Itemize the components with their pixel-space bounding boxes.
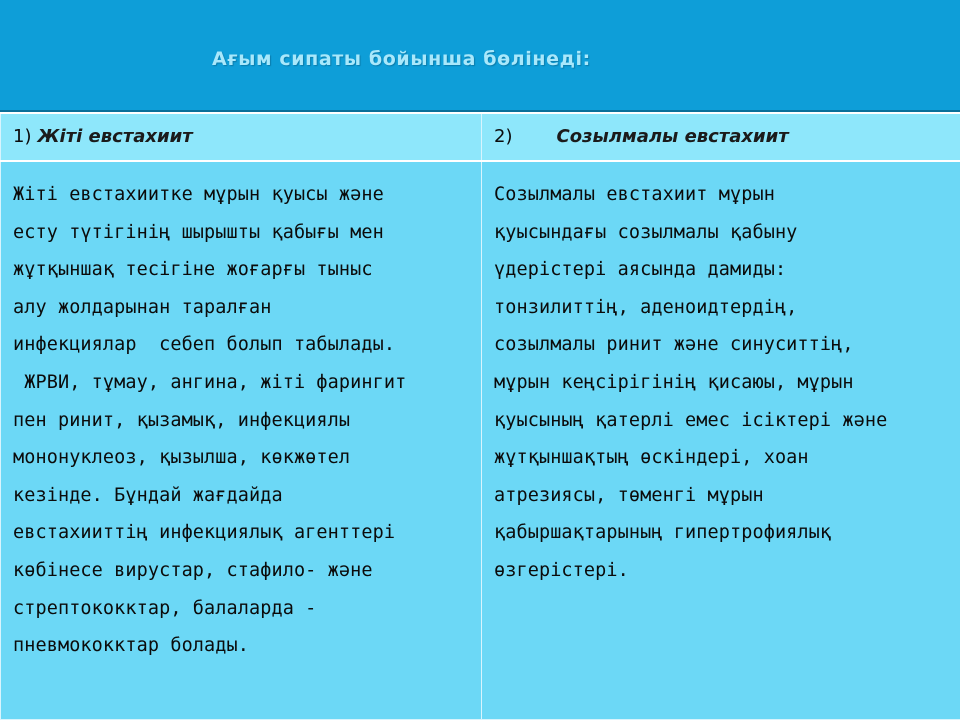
text-line: пен ринит, қызамық, инфекциялы [13,409,351,431]
text-line: үдерістері аясында дамиды: [494,259,787,281]
text-line: есту түтігінің шырышты қабығы мен [13,221,384,243]
text-line: Жіті евстахиитке мұрын қуысы және [13,184,384,205]
text-line: Созылмалы евстахиит мұрын [494,184,775,205]
acute-description [1,162,481,665]
text-line: кезінде. Бұндай жағдайда [13,484,283,506]
text-line: алу жолдарынан таралған [13,296,272,318]
column-number: 1) [13,126,32,147]
text-line: өзгерістері. [494,559,629,581]
text-line: қабыршақтарының гипертрофиялық [494,522,832,544]
text-line: тонзилиттің, аденоидтердің, [494,296,798,318]
body-cell-chronic [482,161,960,720]
text-line: мононуклеоз, қызылша, көкжөтел [13,447,351,469]
text-line: жұтқыншақ тесігіне жоғарғы тыныс [13,259,373,281]
text-line: қуысындағы созылмалы қабыну [494,221,798,243]
comparison-table [0,112,960,720]
text-line: инфекциялар себеп болып табылады. [13,334,396,356]
text-line: мұрын кеңсірігінің қисаюы, мұрын [494,371,854,393]
header-cell-acute [1,113,482,161]
title-bar [0,0,960,112]
text-line: созылмалы ринит және синуситтің, [494,334,854,356]
text-line: көбінесе вирустар, стафило- және [13,559,373,581]
slide-title: Ағым сипаты бойынша бөлінеді: [212,48,591,70]
text-line: стрептококктар, балаларда - [13,597,317,619]
table-body-row [1,161,960,720]
chronic-description [482,162,960,590]
text-line: ЖРВИ, тұмау, ангина, жіті фарингит [13,371,407,393]
column-number: 2) [494,126,513,147]
text-line: қуысының қатерлі емес ісіктері және [494,409,888,431]
text-line: атрезиясы, төменгі мұрын [494,484,764,506]
text-line: пневмококктар болады. [13,635,249,657]
column-title-chronic: Созылмалы евстахиит [556,126,789,147]
table-header-row [1,113,960,161]
body-cell-acute [1,161,482,720]
text-line: евстахииттің инфекциялық агенттері [13,522,396,544]
text-line: жұтқыншақтың өскіндері, хоан [494,447,809,469]
header-cell-chronic [482,113,960,161]
column-title-acute: Жіті евстахиит [37,126,193,147]
